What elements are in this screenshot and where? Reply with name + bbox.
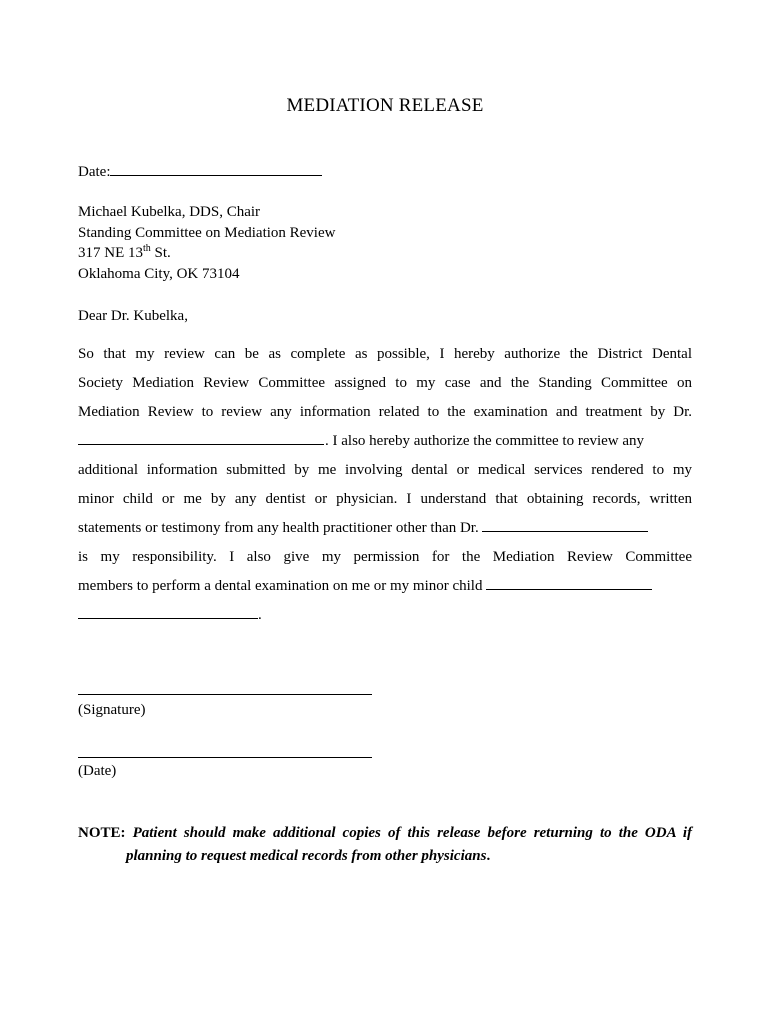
address-line-4: Oklahoma City, OK 73104 xyxy=(78,266,240,282)
note-label: NOTE: xyxy=(78,825,126,841)
date-signature-line[interactable] xyxy=(78,757,372,758)
body-line: minor child or me by any dentist or physician. I understand that obtaining records, written xyxy=(78,491,692,507)
document-title: MEDIATION RELEASE xyxy=(286,95,484,116)
continuation-blank-field[interactable] xyxy=(78,605,258,619)
body-line: is my responsibility. I also give my permission for the Mediation Review Committee xyxy=(78,549,692,565)
date-blank-field[interactable] xyxy=(110,162,322,176)
body-line-with-blank xyxy=(78,572,692,601)
note-block xyxy=(78,822,692,868)
body-line: So that my review can be as complete as possible, I hereby authorize the District Dental xyxy=(78,346,692,362)
other-practitioner-blank-field[interactable] xyxy=(482,518,648,532)
date-signature-label: (Date) xyxy=(78,763,117,779)
body-line-with-blank xyxy=(78,427,692,456)
note-line-1 xyxy=(78,822,692,845)
date-label: Date: xyxy=(78,164,111,180)
address-line-3 xyxy=(78,245,171,262)
body-line-with-blank xyxy=(78,514,692,543)
minor-child-blank-field[interactable] xyxy=(486,576,652,590)
signature-label: (Signature) xyxy=(78,702,146,718)
note-text-2: planning to request medical records from other physicians xyxy=(126,848,487,864)
body-paragraph xyxy=(78,340,692,630)
address-line-2: Standing Committee on Mediation Review xyxy=(78,225,336,241)
body-line-with-blank xyxy=(78,601,692,630)
date-field-row xyxy=(78,162,322,181)
body-line: additional information submitted by me involving dental or medical services rendered to my xyxy=(78,462,692,478)
note-period: . xyxy=(486,848,491,864)
address-ordinal-suffix: th xyxy=(143,243,151,254)
body-line: Society Mediation Review Committee assigned to my case and the Standing Committee on xyxy=(78,375,692,391)
address-street: 317 NE 13 xyxy=(78,245,143,261)
note-line-2 xyxy=(78,845,692,868)
dentist-name-blank-field[interactable] xyxy=(78,431,324,445)
note-text-1: Patient should make additional copies of this release before returning to the ODA if xyxy=(132,825,692,841)
salutation: Dear Dr. Kubelka, xyxy=(78,308,188,324)
address-line-1: Michael Kubelka, DDS, Chair xyxy=(78,204,261,220)
body-line: Mediation Review to review any information related to the examination and treatment by Dr. xyxy=(78,404,692,420)
address-street-type: St. xyxy=(150,245,171,261)
body-line-text: members to perform a dental examination on me or my minor child xyxy=(78,578,483,594)
body-line-text: . I also hereby authorize the committee to review any xyxy=(325,433,645,449)
body-line-text: . xyxy=(258,607,262,623)
body-line-text: statements or testimony from any health practitioner other than Dr. xyxy=(78,520,479,536)
signature-line[interactable] xyxy=(78,694,372,695)
